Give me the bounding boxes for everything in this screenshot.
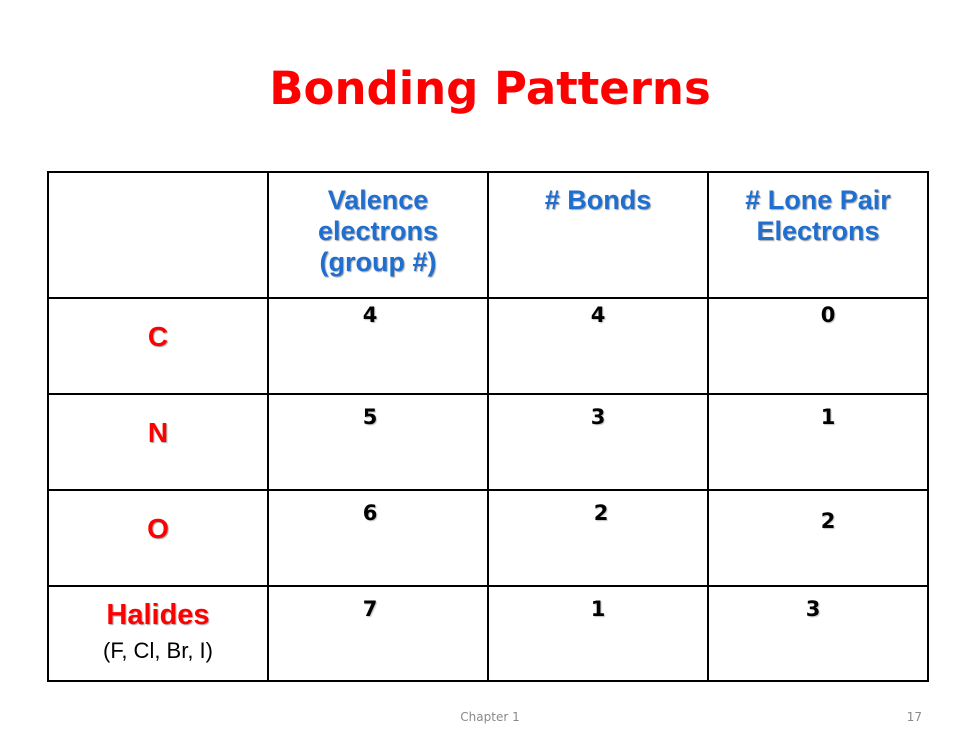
valence-cell [268,586,488,681]
lone-pairs-value: 3 [805,597,821,621]
bonds-cell [488,394,708,490]
bonds-cell [488,298,708,394]
bonds-value: 4 [590,303,606,327]
footer-chapter: Chapter 1 [460,710,520,724]
bonds-cell [488,490,708,586]
lone-pairs-value: 2 [820,509,836,533]
header-lone-pair-line-1: # Lone Pair [745,185,891,215]
header-cell-empty [48,172,268,298]
element-label: Halides [106,599,210,631]
slide-title: Bonding Patterns [269,62,711,115]
table-row-halides [48,586,928,681]
element-sub-label: (F, Cl, Br, I) [103,638,213,663]
valence-value: 5 [362,405,378,429]
element-cell [48,298,268,394]
bonds-cell [488,586,708,681]
valence-value: 7 [362,597,378,621]
element-cell [48,490,268,586]
header-lone-pair-line-2: Electrons [756,216,880,246]
header-cell-bonds [488,172,708,298]
bonds-value: 2 [593,501,609,525]
header-valence-line-2: electrons [317,216,439,246]
lone-pairs-cell [708,586,928,681]
lone-pairs-cell [708,490,928,586]
bonding-patterns-table [47,171,929,682]
element-label: C [147,321,169,352]
element-label: O [147,513,169,544]
bonds-value: 3 [590,405,606,429]
table-row-oxygen [48,490,928,586]
valence-value: 4 [362,303,378,327]
table-row-nitrogen [48,394,928,490]
valence-value: 6 [362,501,378,525]
lone-pairs-value: 0 [820,303,836,327]
element-label: N [147,417,169,448]
header-cell-lone-pairs [708,172,928,298]
lone-pairs-value: 1 [820,405,836,429]
header-cell-valence [268,172,488,298]
table-row-carbon [48,298,928,394]
valence-cell [268,298,488,394]
header-valence-line-3: (group #) [319,247,437,277]
bonds-value: 1 [590,597,606,621]
footer-page-number: 17 [906,710,922,724]
table-header-row [48,172,928,298]
header-valence-line-1: Valence [327,185,429,215]
header-bonds-label: # Bonds [544,185,652,215]
lone-pairs-cell [708,298,928,394]
element-cell [48,394,268,490]
element-cell [48,586,268,681]
valence-cell [268,490,488,586]
lone-pairs-cell [708,394,928,490]
valence-cell [268,394,488,490]
header-lone-pair-label [709,185,927,247]
header-valence-label [269,185,487,278]
